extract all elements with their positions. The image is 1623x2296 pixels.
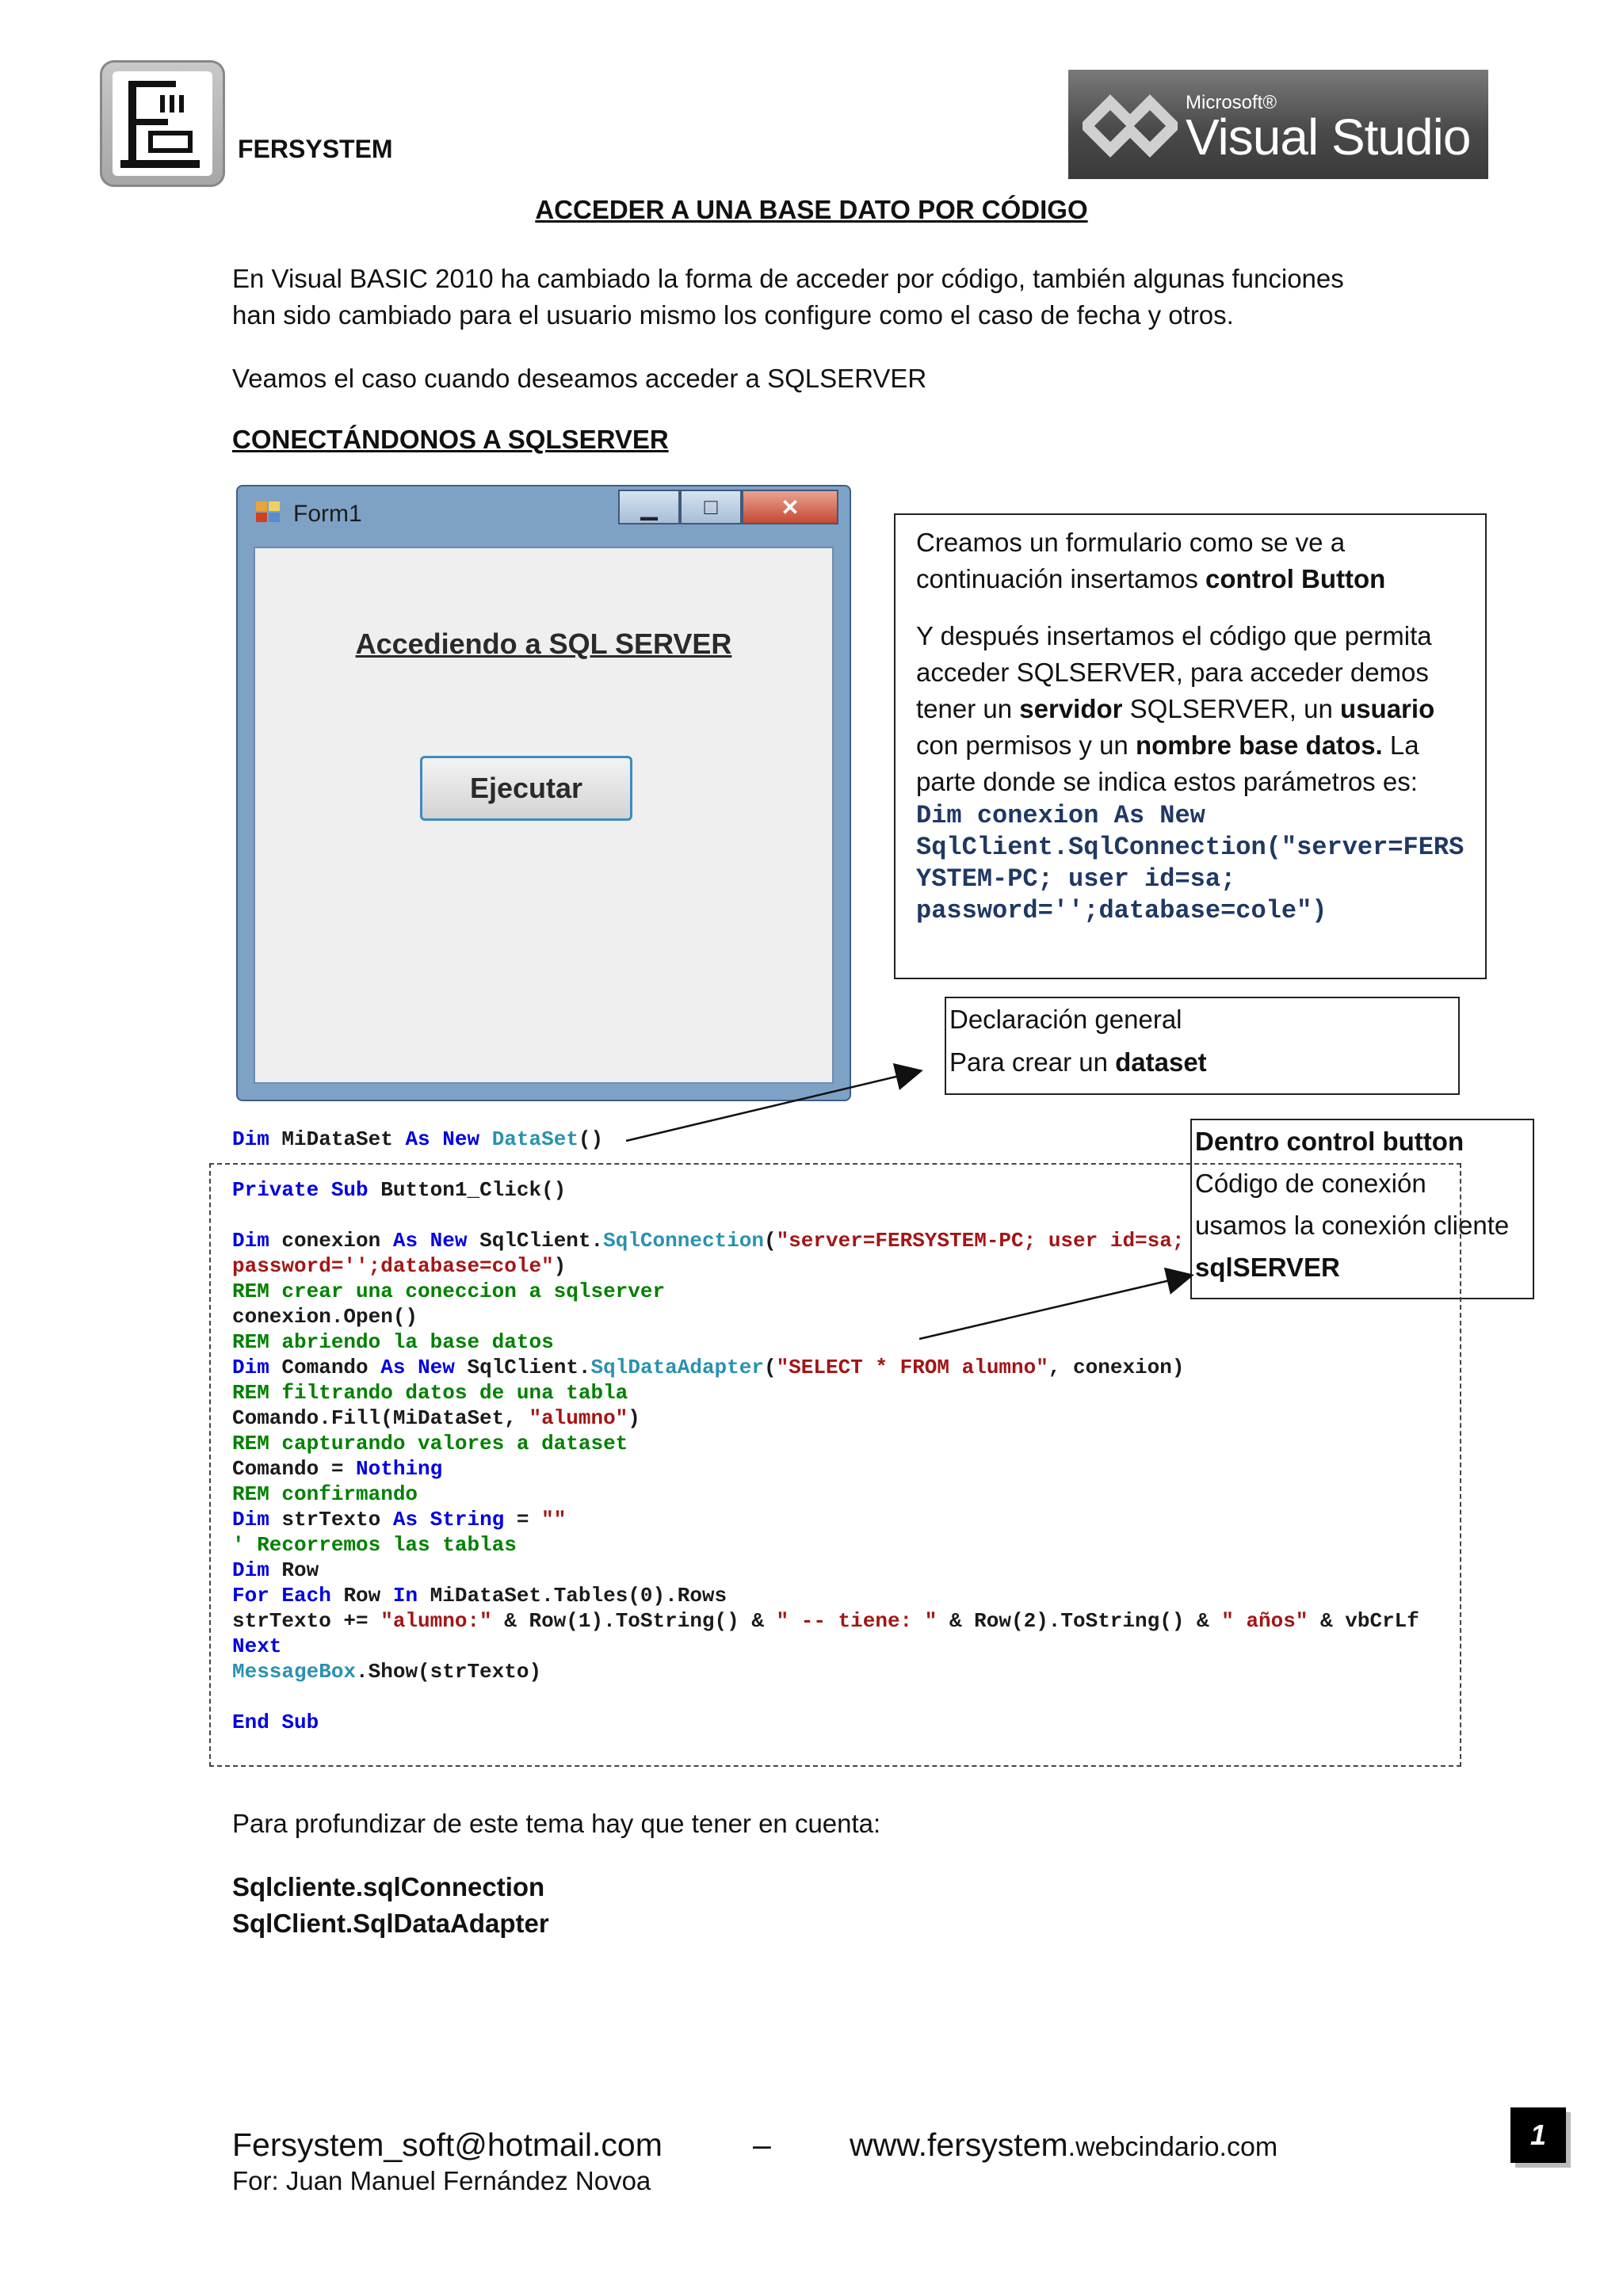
code-comment: REM capturando valores a dataset xyxy=(232,1432,628,1455)
note2-line-1: Declaración general xyxy=(949,1005,1182,1034)
vs-microsoft-label: Microsoft® xyxy=(1186,92,1277,113)
explanation-box xyxy=(894,513,1487,979)
code-line: Private Sub Button1_Click() xyxy=(232,1178,567,1202)
form-label: Accediendo a SQL SERVER xyxy=(355,627,732,660)
document-title: ACCEDER A UNA BASE DATO POR CÓDIGO xyxy=(535,195,1088,224)
footer-separator: – xyxy=(753,2126,771,2163)
note2-line-2: Para crear un dataset xyxy=(949,1047,1207,1077)
code-comment: REM confirmando xyxy=(232,1482,418,1506)
page-number: 1 xyxy=(1510,2107,1566,2163)
form-icon xyxy=(255,501,281,524)
code-line: Next xyxy=(232,1634,282,1658)
note1-line: tener un servidor SQLSERVER, un usuario xyxy=(916,694,1435,723)
vs-product-label: Visual Studio xyxy=(1186,109,1471,166)
form-title: Form1 xyxy=(293,501,362,527)
intro-line-1: En Visual BASIC 2010 ha cambiado la forma de acceder por código, también algunas funciones xyxy=(232,264,1344,293)
code-line: Comando = Nothing xyxy=(232,1457,443,1481)
note1-line: con permisos y un nombre base datos. La xyxy=(916,730,1419,760)
intro-line-2: han sido cambiado para el usuario mismo los configure como el caso de fecha y otros. xyxy=(232,300,1234,330)
note3-line-2: Código de conexión xyxy=(1195,1169,1426,1198)
note1-line: Creamos un formulario como se ve a xyxy=(916,528,1346,557)
section-title: CONECTÁNDONOS A SQLSERVER xyxy=(232,425,669,454)
note3-line-1: Dentro control button xyxy=(1195,1127,1465,1156)
footer-author: For: Juan Manuel Fernández Novoa xyxy=(232,2166,651,2195)
brand-name: FERSYSTEM xyxy=(238,135,393,163)
note1-line: Y después insertamos el código que permita xyxy=(916,621,1432,650)
code-line: For Each Row In MiDataSet.Tables(0).Rows xyxy=(232,1584,727,1608)
fersystem-logo xyxy=(100,60,225,187)
code-comment: REM abriendo la base datos xyxy=(232,1330,554,1354)
dataset-note xyxy=(945,997,1460,1095)
ejecutar-button[interactable]: Ejecutar xyxy=(420,756,632,821)
code-comment: REM crear una coneccion a sqlserver xyxy=(232,1280,666,1303)
note1-line: parte donde se indica estos parámetros es: xyxy=(916,767,1418,796)
closing-line: Para profundizar de este tema hay que tener en cuenta: xyxy=(232,1809,881,1838)
visual-studio-logo xyxy=(1068,70,1488,179)
code-line: password='';database=cole") xyxy=(232,1254,567,1278)
intro-line-3: Veamos el caso cuando deseamos acceder a SQLSERVER xyxy=(232,364,927,393)
note1-line: continuación insertamos control Button xyxy=(916,564,1386,593)
footer-email[interactable]: Fersystem_soft@hotmail.com xyxy=(232,2126,663,2163)
note3-line-3: usamos la conexión cliente xyxy=(1195,1211,1510,1240)
note3-line-4: sqlSERVER xyxy=(1195,1253,1340,1282)
footer-website[interactable]: www.fersystem.webcindario.com xyxy=(850,2126,1278,2163)
code-line: MessageBox.Show(strTexto) xyxy=(232,1660,542,1684)
code-comment: ' Recorremos las tablas xyxy=(232,1533,517,1557)
code-line: conexion.Open() xyxy=(232,1305,418,1329)
code-line: Comando.Fill(MiDataSet, "alumno") xyxy=(232,1406,640,1430)
code-line: Dim Comando As New SqlClient.SqlDataAdapter("SELECT * FROM alumno", conexion) xyxy=(232,1356,1185,1379)
code-line: strTexto += "alumno:" & Row(1).ToString() & " -- tiene: " & Row(2).ToString() & " años" & vbCrLf xyxy=(232,1609,1419,1633)
code-line: Dim conexion As New SqlClient.SqlConnection("server=FERSYSTEM-PC; user id=sa; xyxy=(232,1229,1185,1253)
maximize-button[interactable]: □ xyxy=(680,490,742,524)
code-line: End Sub xyxy=(232,1711,319,1734)
reference-item: Sqlcliente.sqlConnection xyxy=(232,1872,545,1901)
reference-item: SqlClient.SqlDataAdapter xyxy=(232,1909,549,1938)
note1-line: acceder SQLSERVER, para acceder demos xyxy=(916,658,1429,687)
code-line: Dim MiDataSet As New DataSet() xyxy=(232,1127,604,1151)
code-comment: REM filtrando datos de una tabla xyxy=(232,1381,628,1405)
code-line: Dim Row xyxy=(232,1558,319,1582)
form-client-area xyxy=(254,547,834,1084)
minimize-button[interactable]: ▁ xyxy=(618,490,680,524)
connection-code: Dim conexion As New SqlClient.SqlConnection("server=FERS YSTEM-PC; user id=sa; password='';database=cole") xyxy=(916,801,1465,925)
code-line: Dim strTexto As String = "" xyxy=(232,1508,567,1531)
form-window-screenshot xyxy=(236,485,851,1101)
close-button[interactable]: ✕ xyxy=(742,490,838,524)
